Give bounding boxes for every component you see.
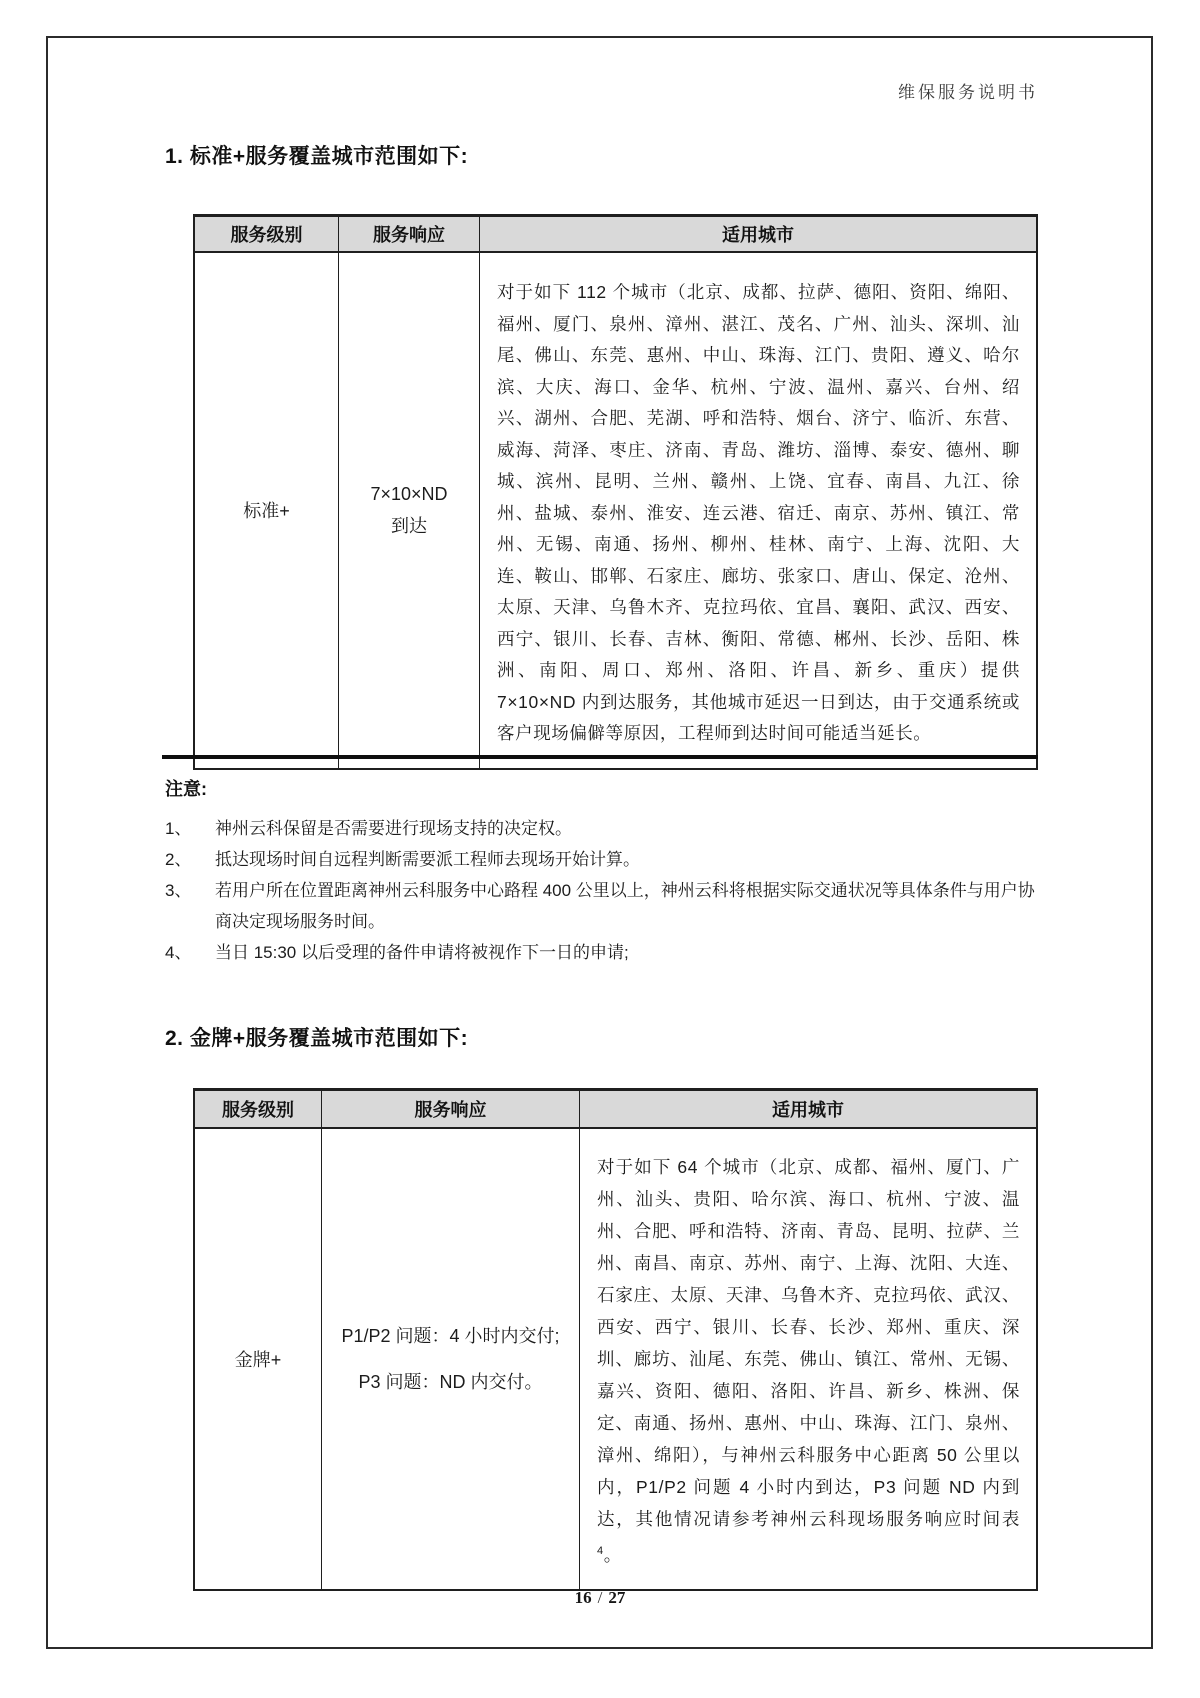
cities-period: 。: [603, 1544, 622, 1565]
page-current: 16: [574, 1588, 592, 1607]
table2-body-row: [195, 1129, 1036, 1589]
table1-cell-service-response: [339, 253, 480, 768]
response-line2: 到达: [391, 516, 427, 537]
table2-cell-applicable-cities: [580, 1129, 1036, 1589]
note-text: 抵达现场时间自远程判断需要派工程师去现场开始计算。: [215, 850, 640, 869]
table1-header-service-response: 服务响应: [339, 217, 480, 251]
table2-cell-service-level: [195, 1129, 322, 1589]
table1-header-service-level: 服务级别: [195, 217, 339, 251]
note-item-4: [165, 937, 1038, 968]
standard-plus-cities-paragraph: 对于如下 112 个城市（北京、成都、拉萨、德阳、资阳、绵阳、福州、厦门、泉州、漳州、湛江、茂名、广州、汕头、深圳、汕尾、佛山、东莞、惠州、中山、珠海、江门、贵阳、遵义、哈尔滨、大庆、海口、金华、杭州、宁波、温州、嘉兴、台州、绍兴、湖州、合肥、芜湖、呼和浩特、烟台、济宁、临沂、东营、威海、菏泽、枣庄、济南、青岛、潍坊、淄博、泰安、德州、聊城、滨州、昆明、兰州、赣州、上饶、宜春、南昌、九江、徐州、盐城、泰州、淮安、连云港、宿迁、南京、苏州、镇江、常州、无锡、南通、扬州、柳州、桂林、南宁、上海、沈阳、大连、鞍山、邯郸、石家庄、廊坊、张家口、唐山、保定、沧州、太原、天津、乌鲁木齐、克拉玛依、宜昌、襄阳、武汉、西安、西宁、银川、长春、吉林、衡阳、常德、郴州、长沙、岳阳、株洲、南阳、周口、郑州、洛阳、许昌、新乡、重庆）提供 7×10×ND 内到达服务，其他城市延迟一日到达，由于交通系统或客户现场偏僻等原因，工程师到达时间可能适当延长。: [497, 282, 1020, 743]
note-number: 4、: [165, 943, 192, 962]
note-item-1: [165, 813, 1038, 844]
gold-plus-cities-paragraph: [580, 1129, 1036, 1589]
standard-plus-label: 标准+: [243, 501, 290, 522]
notes-section: [165, 775, 1038, 968]
table1-header-applicable-cities: 适用城市: [722, 225, 794, 245]
response-p1p2: P1/P2 问题：4 小时内交付;: [341, 1325, 560, 1346]
gold-plus-label: 金牌+: [234, 1349, 282, 1370]
doc-header-title: 维保服务说明书: [898, 83, 1038, 102]
cities-text: 对于如下 64 个城市（北京、成都、福州、厦门、广州、汕头、贵阳、哈尔滨、海口、杭州、宁波、温州、合肥、呼和浩特、济南、青岛、昆明、拉萨、兰州、南昌、南京、苏州、南宁、上海、沈阳、大连、石家庄、太原、天津、乌鲁木齐、克拉玛依、武汉、西安、西宁、银川、长春、长沙、郑州、重庆、深圳、廊坊、汕尾、东莞、佛山、镇江、常州、无锡、嘉兴、资阳、德阳、洛阳、许昌、新乡、株洲、保定、南通、扬州、惠州、中山、珠海、江门、泉州、漳州、绵阳），与神州云科服务中心距离 50 公里以内，P1/P2 问题 4 小时内到达，P3 问题 ND 内到达，其他情况请参考神州云科现场服务响应时间表: [597, 1157, 1020, 1529]
table1-header-row: [195, 217, 1036, 253]
table1-cell-service-level: [195, 253, 339, 768]
notes-title: 注意:: [165, 779, 207, 799]
note-text: 若用户所在位置距离神州云科服务中心路程 400 公里以上，神州云科将根据实际交通状况等具体条件与用户协商决定现场服务时间。: [215, 881, 1035, 931]
note-number: 1、: [165, 819, 192, 838]
table2-cell-service-response: [322, 1129, 580, 1589]
table2-header-service-level: 服务级别: [195, 1091, 322, 1127]
table1-cell-applicable-cities: [480, 253, 1036, 768]
note-number: 2、: [165, 850, 192, 869]
gold-plus-service-table: [193, 1088, 1038, 1591]
table2-header-service-response: 服务响应: [322, 1091, 580, 1127]
section1-title: 1. 标准+服务覆盖城市范围如下:: [165, 145, 469, 168]
note-text: 当日 15:30 以后受理的备件申请将被视作下一日的申请;: [215, 943, 629, 962]
response-line1: 7×10×ND: [370, 484, 448, 505]
page-separator: /: [597, 1588, 603, 1607]
table2-header-applicable-cities: 适用城市: [772, 1100, 844, 1120]
table1-body-row: [195, 253, 1036, 768]
page-number-footer: [0, 1588, 1200, 1608]
note-item-2: [165, 844, 1038, 875]
note-text: 神州云科保留是否需要进行现场支持的决定权。: [215, 819, 572, 838]
response-p3: P3 问题：ND 内交付。: [358, 1371, 543, 1392]
section2-title: 2. 金牌+服务覆盖城市范围如下:: [165, 1027, 469, 1050]
section-divider-rule: [162, 755, 1038, 759]
note-item-3: [165, 875, 1038, 937]
note-number: 3、: [165, 881, 192, 900]
page-total: 27: [608, 1588, 626, 1607]
standard-plus-service-table: [193, 214, 1038, 770]
table2-header-row: [195, 1091, 1036, 1129]
footnote-reference-4: 4: [597, 1545, 604, 1557]
